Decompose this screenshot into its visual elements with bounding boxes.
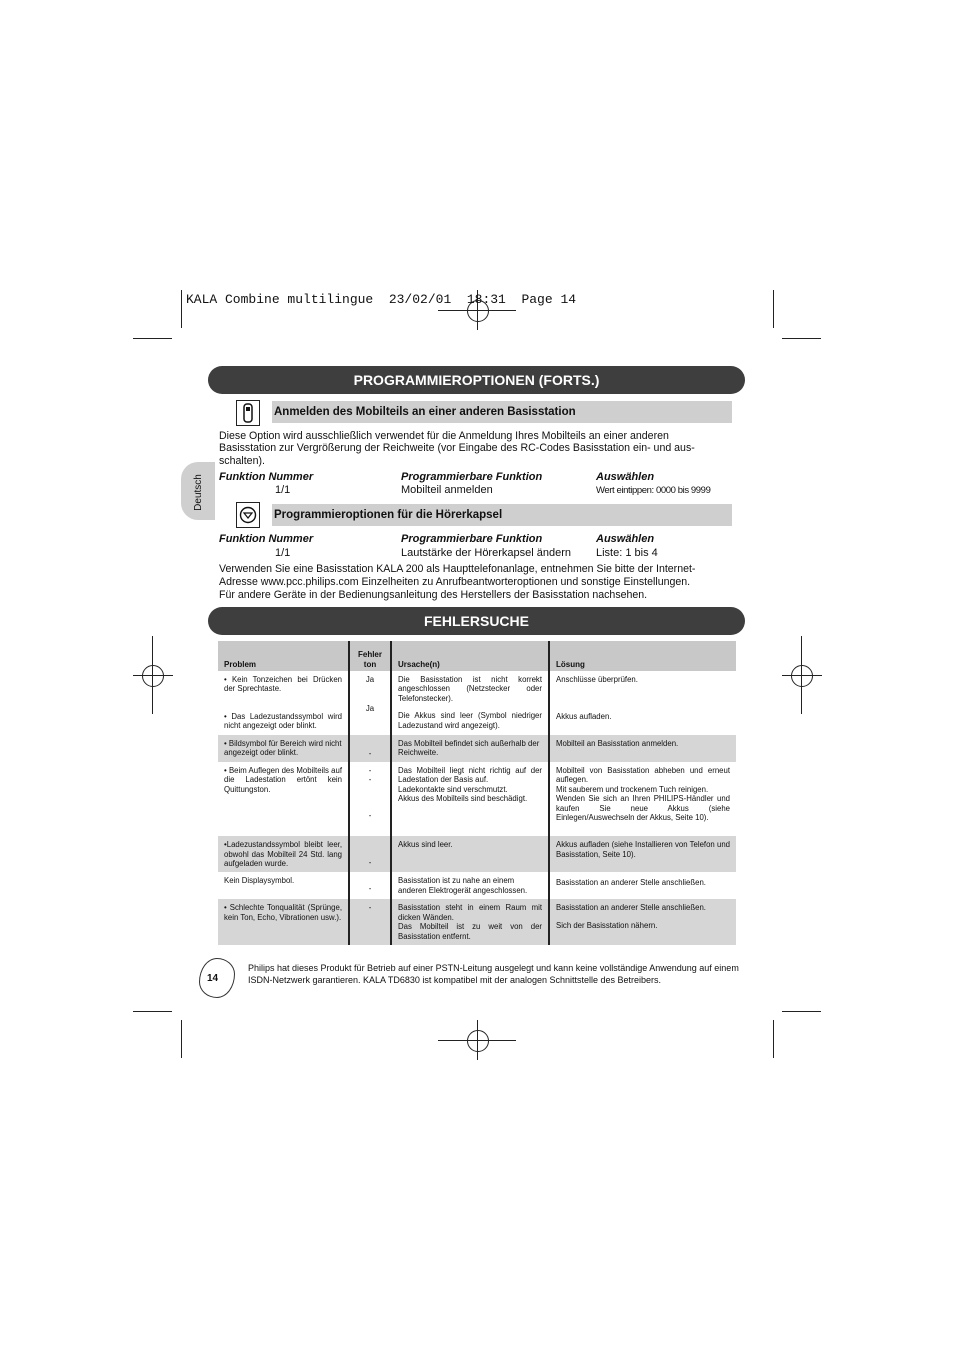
- function-number: 1/1: [275, 547, 291, 559]
- col-head-function-number: Funktion Nummer: [219, 471, 314, 483]
- handset-icon: [236, 400, 260, 426]
- language-tab-label: Deutsch: [192, 473, 204, 511]
- table-row: • Beim Auflegen des Mobilteils auf die Ladestation ertönt kein Quittungston. - - - Das Mobilteil liegt nicht richtig auf der Ladestation der Basis auf. Ladekontakte sind verschmutzt. Akkus des Mobilteils sind beschädigt. Mobilteil von Basisstation abheben und erneut auflegen. Mit sauberem und trockenem Tuch reinigen. Wenden Sie sich an Ihren PHILIPS-Händler und kaufen Sie neue Akkus (siehe Einlegen/Auswechseln der Akkus, Seite 10).: [218, 762, 736, 836]
- section-title-troubleshooting: FEHLERSUCHE: [208, 607, 745, 635]
- print-header: KALA Combine multilingue 23/02/01 18:31 Page 14: [186, 292, 577, 307]
- table-row: Kein Displaysymbol. - Basisstation ist zu nahe an einem anderen Elektrogerät angeschlossen. Basisstation an anderer Stelle anschließen.: [218, 872, 736, 899]
- table-header-cause: Ursache(n): [391, 641, 549, 671]
- col-head-function: Programmierbare Funktion: [401, 471, 543, 483]
- function-number: 1/1: [275, 484, 291, 496]
- function-select-value: Liste: 1 bis 4: [596, 547, 658, 559]
- col-head-function: Programmierbare Funktion: [401, 533, 543, 545]
- phone-dial-icon: [236, 502, 260, 528]
- table-header-solution: Lösung: [549, 641, 736, 671]
- table-row: •Ladezustandssymbol bleibt leer, obwohl das Mobilteil 24 Std. lang aufgeladen wurde. - Akkus sind leer. Akkus aufladen (siehe Installieren von Telefon und Basisstation, Seite 10).: [218, 836, 736, 872]
- subsection-title-earpiece: Programmieroptionen für die Hörerkapsel: [272, 504, 732, 526]
- table-row: • Bildsymbol für Bereich wird nicht angezeigt oder blinkt. - Das Mobilteil befindet sich außerhalb der Reichweite. Mobilteil an Basisstation anmelden.: [218, 735, 736, 762]
- subsection-title-register: Anmelden des Mobilteils an einer anderen Basisstation: [272, 401, 732, 423]
- table-row: • Schlechte Tonqualität (Sprünge, kein Ton, Echo, Vibrationen usw.). - Basisstation steht in einem Raum mit dicken Wänden. Das Mobilteil ist zu weit von der Basisstation entfernt. Basisstation an anderer Stelle anschließen. Sich der Basisstation nähern.: [218, 899, 736, 945]
- function-name: Mobilteil anmelden: [401, 484, 493, 496]
- table-header-tone: Fehler ton: [349, 641, 391, 671]
- page-number: 14: [207, 973, 219, 984]
- function-name: Lautstärke der Hörerkapsel ändern: [401, 547, 571, 559]
- footer-note: Philips hat dieses Produkt für Betrieb auf einer PSTN-Leitung ausgelegt und kann keine vollständige Anwendung auf einem ISDN-Netzwerk garantieren. KALA TD6830 ist kompatibel mit der analogen Schnittstelle des Betreibers.: [248, 963, 739, 985]
- register-description: Diese Option wird ausschließlich verwendet für die Anmeldung Ihres Mobilteils an einer anderen Basisstation zur Vergrößerung der Reichweite (vor Eingabe des RC-Codes Basisstation ein- und aus-schalten).: [219, 430, 695, 467]
- col-head-select: Auswählen: [596, 471, 655, 483]
- section-title-programming: PROGRAMMIEROPTIONEN (FORTS.): [208, 366, 745, 394]
- function-select-value: Wert eintippen: 0000 bis 9999: [596, 485, 711, 496]
- col-head-select: Auswählen: [596, 533, 655, 545]
- base-station-note: Verwenden Sie eine Basisstation KALA 200 als Haupttelefonanlage, entnehmen Sie bitte der Internet- Adresse www.pcc.philips.com Einzelheiten zu Anrufbeantworteroptionen und sonstige Einstellungen. Für andere Geräte in der Bedienungsanleitung des Herstellers der Basisstation nachsehen.: [219, 563, 696, 602]
- col-head-function-number: Funktion Nummer: [219, 533, 314, 545]
- troubleshooting-table: [218, 641, 736, 945]
- table-header-problem: Problem: [218, 641, 349, 671]
- table-row: • Kein Tonzeichen bei Drücken der Sprechtaste. • Das Ladezustandssymbol wird nicht angezeigt oder blinkt. Ja Ja Die Basisstation ist nicht korrekt angeschlossen (Netzstecker oder Telefonstecker). Die Akkus sind leer (Symbol niedriger Ladezustand wird angezeigt). Anschlüsse überprüfen. Akkus aufladen.: [218, 671, 736, 735]
